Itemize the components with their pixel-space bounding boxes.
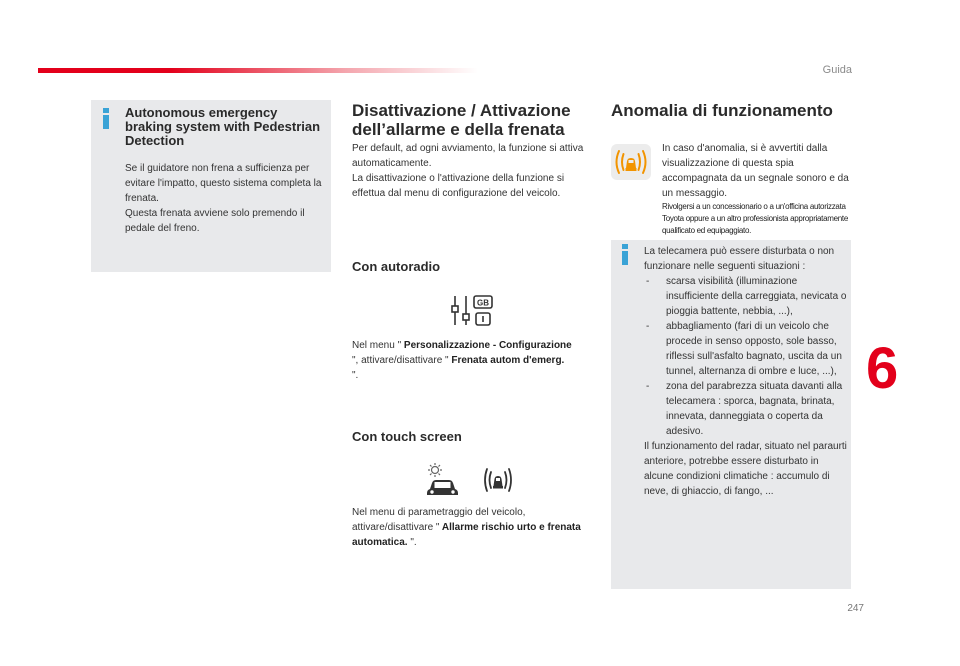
info-icon	[100, 108, 112, 130]
info-icon	[619, 244, 631, 266]
malfunction-text-2: Rivolgersi a un concessionario o a un'officina autorizzata Toyota oppure a un altro professionista appropriatamente qualificato ed equipaggiato.	[662, 202, 848, 235]
malfunction-text-1: In caso d'anomalia, si è avvertiti dalla visualizzazione di questa spia accompagnata da un segnale sonoro e da un messaggio.	[662, 143, 849, 199]
touchscreen-text-post: ".	[410, 537, 417, 548]
autoradio-text-pre: Nel menu "	[352, 340, 402, 351]
autoradio-text	[352, 338, 572, 383]
collision-warning-lamp-icon	[611, 144, 651, 180]
deactivation-text-1: Per default, ad ogni avviamento, la funzione si attiva automaticamente.	[352, 143, 584, 169]
malfunction-title: Anomalia di funzionamento	[611, 101, 833, 120]
info-box-aeb-text	[125, 161, 325, 236]
camera-box-text	[644, 244, 849, 499]
list-item: - zona del parabrezza situata davanti alla telecamera : sporca, bagnata, brinata, innevata, danneggiata o coperta da adesivo.	[644, 379, 849, 439]
touchscreen-text-pre: Nel menu di parametraggio del veicolo, attivare/disattivare "	[352, 507, 526, 533]
autoradio-text-post: ".	[352, 370, 359, 381]
deactivation-text	[352, 141, 587, 201]
autoradio-title: Con autoradio	[352, 259, 441, 274]
info-box-aeb-title: Autonomous emergency braking system with Pedestrian Detection	[125, 105, 321, 148]
touchscreen-text	[352, 505, 582, 550]
autoradio-text-mid: ", attivare/disattivare "	[352, 355, 449, 366]
list-item: - abbagliamento (fari di un veicolo che procede in senso opposto, sole basso, riflessi sull'asfalto bagnato, uscita da un tunnel, alternanza di ombre e luce, ...),	[644, 319, 849, 379]
autoradio-menu-item: Frenata autom d'emerg.	[448, 355, 565, 366]
autoradio-menu-path: Personalizzazione - Configurazione	[401, 340, 572, 351]
car-settings-icon	[424, 462, 462, 496]
settings-sliders-icon	[450, 294, 495, 328]
chapter-number: 6	[866, 336, 899, 401]
info-box-aeb-text-2: Questa frenata avviene solo premendo il pedale del freno.	[125, 208, 305, 234]
collision-alert-icon	[481, 464, 515, 496]
info-box-aeb-text-1: Se il guidatore non frena a sufficienza per evitare l'impatto, questo sistema completa la frenata.	[125, 163, 322, 204]
chapter-label: Guida	[822, 64, 852, 76]
touchscreen-title: Con touch screen	[352, 429, 462, 444]
autoradio-gb-label: GB	[477, 298, 489, 308]
camera-box-outro: Il funzionamento del radar, situato nel paraurti anteriore, potrebbe essere disturbato in alcune condizioni climatiche : accumulo di neve, di ghiaccio, di fango, ...	[644, 441, 847, 497]
touchscreen-menu-item: Allarme rischio urto e frenata automatica.	[352, 522, 581, 548]
camera-box-intro: La telecamera può essere disturbata o non funzionare nelle seguenti situazioni :	[644, 246, 835, 272]
deactivation-text-2: La disattivazione o l'attivazione della funzione si effettua dal menu di configurazione del veicolo.	[352, 173, 565, 199]
header-accent-bar	[38, 68, 478, 73]
list-item: - scarsa visibilità (illuminazione insufficiente della carreggiata, nevicata o pioggia battente, nebbia, ...),	[644, 274, 849, 319]
deactivation-title: Disattivazione / Attivazione dell’allarme e della frenata	[352, 101, 571, 139]
malfunction-text	[662, 141, 852, 237]
camera-conditions-list	[644, 274, 849, 439]
page-number: 247	[847, 603, 864, 614]
